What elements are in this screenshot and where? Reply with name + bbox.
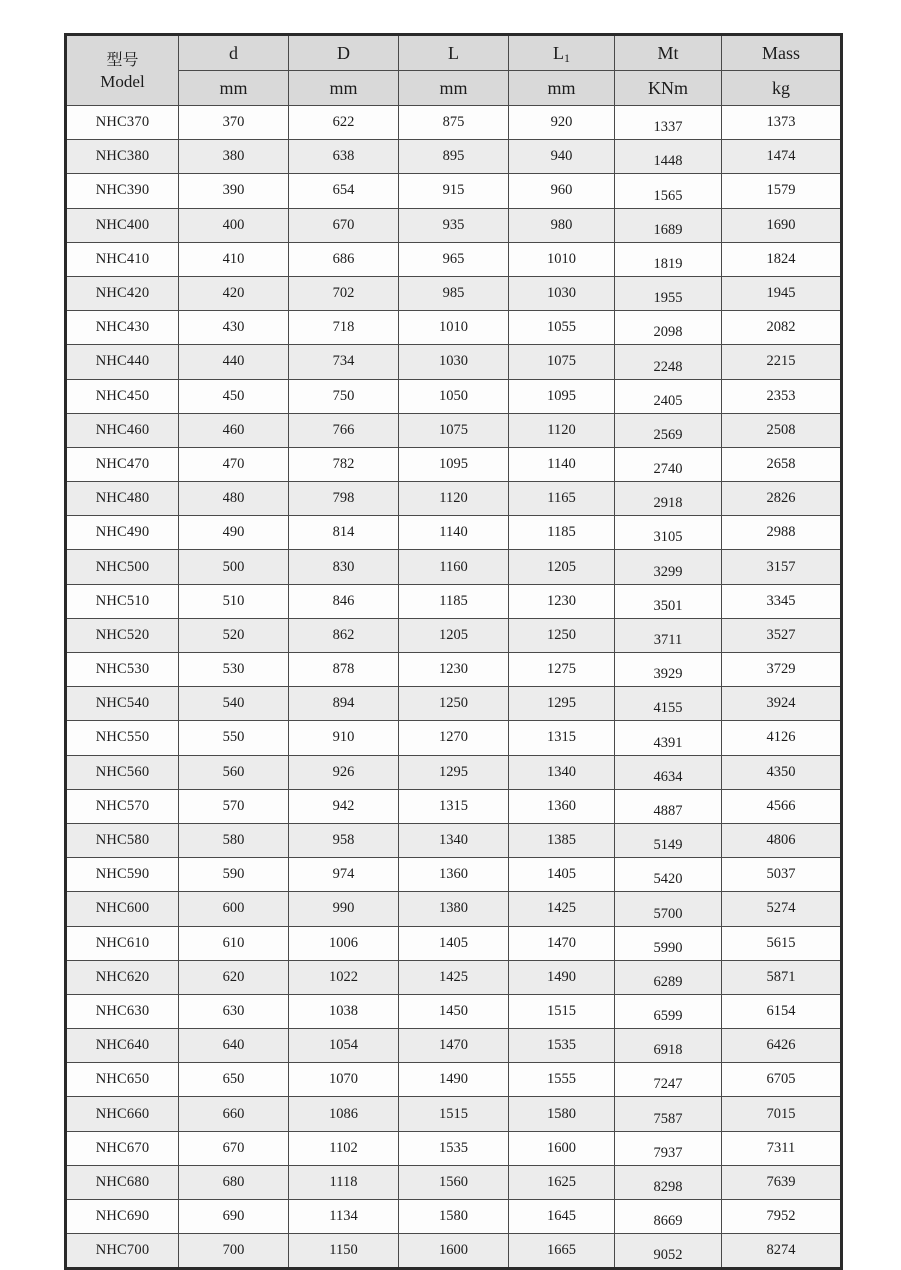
value-cell: 1555 (509, 1063, 615, 1097)
table-row (66, 755, 842, 789)
value-cell: 935 (399, 208, 509, 242)
unit-cell-L: mm (399, 71, 509, 106)
value-cell: 2405 (615, 379, 722, 413)
value-cell: 4155 (615, 687, 722, 721)
model-cell: NHC640 (66, 1029, 179, 1063)
model-cell: NHC690 (66, 1200, 179, 1234)
value-cell: 2658 (722, 447, 842, 481)
value-cell: 700 (179, 1234, 289, 1269)
value-cell: 702 (289, 276, 399, 310)
table-row (66, 106, 842, 140)
value-cell: 920 (509, 106, 615, 140)
value-cell: 1580 (399, 1200, 509, 1234)
value-cell: 1120 (399, 482, 509, 516)
model-cell: NHC470 (66, 447, 179, 481)
model-cell: NHC490 (66, 516, 179, 550)
value-cell: 5700 (615, 892, 722, 926)
value-cell: 1448 (615, 140, 722, 174)
table-row (66, 858, 842, 892)
value-cell: 894 (289, 687, 399, 721)
value-cell: 4350 (722, 755, 842, 789)
value-cell: 7952 (722, 1200, 842, 1234)
value-cell: 380 (179, 140, 289, 174)
header-row-labels (66, 35, 842, 71)
value-cell: 540 (179, 687, 289, 721)
model-cell: NHC370 (66, 106, 179, 140)
model-cell: NHC650 (66, 1063, 179, 1097)
value-cell: 6918 (615, 1029, 722, 1063)
header-model-en: Model (100, 71, 145, 91)
model-cell: NHC440 (66, 345, 179, 379)
value-cell: 1150 (289, 1234, 399, 1269)
spec-table (64, 33, 843, 1270)
value-cell: 7639 (722, 1165, 842, 1199)
value-cell: 1360 (399, 858, 509, 892)
value-cell: 622 (289, 106, 399, 140)
value-cell: 1185 (399, 584, 509, 618)
value-cell: 1579 (722, 174, 842, 208)
model-cell: NHC570 (66, 789, 179, 823)
value-cell: 1250 (399, 687, 509, 721)
table-row (66, 721, 842, 755)
value-cell: 9052 (615, 1234, 722, 1269)
header-cell-d: d (179, 35, 289, 71)
value-cell: 830 (289, 550, 399, 584)
model-cell: NHC610 (66, 926, 179, 960)
table-row (66, 1234, 842, 1269)
value-cell: 960 (509, 174, 615, 208)
unit-cell-L1: mm (509, 71, 615, 106)
value-cell: 2569 (615, 413, 722, 447)
value-cell: 1140 (509, 447, 615, 481)
value-cell: 1535 (399, 1131, 509, 1165)
value-cell: 1030 (509, 276, 615, 310)
value-cell: 630 (179, 994, 289, 1028)
value-cell: 4566 (722, 789, 842, 823)
header-cell-L: L (399, 35, 509, 71)
value-cell: 440 (179, 345, 289, 379)
value-cell: 5037 (722, 858, 842, 892)
model-cell: NHC530 (66, 653, 179, 687)
model-cell: NHC410 (66, 242, 179, 276)
model-cell: NHC680 (66, 1165, 179, 1199)
value-cell: 1645 (509, 1200, 615, 1234)
header-cell-L1: $L_1$ (509, 35, 615, 71)
value-cell: 1360 (509, 789, 615, 823)
value-cell: 4887 (615, 789, 722, 823)
value-cell: 1055 (509, 311, 615, 345)
model-cell: NHC390 (66, 174, 179, 208)
value-cell: 690 (179, 1200, 289, 1234)
value-cell: 2988 (722, 516, 842, 550)
model-cell: NHC670 (66, 1131, 179, 1165)
value-cell: 1140 (399, 516, 509, 550)
value-cell: 470 (179, 447, 289, 481)
table-row (66, 1200, 842, 1234)
value-cell: 4634 (615, 755, 722, 789)
value-cell: 1275 (509, 653, 615, 687)
value-cell: 370 (179, 106, 289, 140)
model-cell: NHC630 (66, 994, 179, 1028)
value-cell: 6599 (615, 994, 722, 1028)
value-cell: 985 (399, 276, 509, 310)
value-cell: 1560 (399, 1165, 509, 1199)
value-cell: 7247 (615, 1063, 722, 1097)
value-cell: 3105 (615, 516, 722, 550)
value-cell: 910 (289, 721, 399, 755)
value-cell: 5420 (615, 858, 722, 892)
value-cell: 520 (179, 618, 289, 652)
value-cell: 1600 (509, 1131, 615, 1165)
value-cell: 4126 (722, 721, 842, 755)
value-cell: 3157 (722, 550, 842, 584)
value-cell: 1134 (289, 1200, 399, 1234)
model-cell: NHC660 (66, 1097, 179, 1131)
value-cell: 798 (289, 482, 399, 516)
value-cell: 846 (289, 584, 399, 618)
model-cell: NHC400 (66, 208, 179, 242)
value-cell: 1205 (399, 618, 509, 652)
table-row (66, 311, 842, 345)
table-row (66, 926, 842, 960)
header-row-units (66, 71, 842, 106)
value-cell: 1010 (509, 242, 615, 276)
value-cell: 5149 (615, 823, 722, 857)
table-row (66, 174, 842, 208)
value-cell: 895 (399, 140, 509, 174)
value-cell: 1160 (399, 550, 509, 584)
value-cell: 3501 (615, 584, 722, 618)
header-cell-Mass: Mass (722, 35, 842, 71)
value-cell: 1095 (509, 379, 615, 413)
value-cell: 1102 (289, 1131, 399, 1165)
value-cell: 1535 (509, 1029, 615, 1063)
value-cell: 2740 (615, 447, 722, 481)
model-cell: NHC380 (66, 140, 179, 174)
value-cell: 610 (179, 926, 289, 960)
value-cell: 6705 (722, 1063, 842, 1097)
value-cell: 1380 (399, 892, 509, 926)
header-cell-model (66, 35, 179, 106)
value-cell: 420 (179, 276, 289, 310)
model-cell: NHC480 (66, 482, 179, 516)
table-row (66, 789, 842, 823)
value-cell: 480 (179, 482, 289, 516)
value-cell: 686 (289, 242, 399, 276)
table-row (66, 1029, 842, 1063)
table-row (66, 550, 842, 584)
value-cell: 1050 (399, 379, 509, 413)
value-cell: 2826 (722, 482, 842, 516)
value-cell: 4806 (722, 823, 842, 857)
value-cell: 650 (179, 1063, 289, 1097)
value-cell: 1373 (722, 106, 842, 140)
value-cell: 862 (289, 618, 399, 652)
value-cell: 1340 (399, 823, 509, 857)
table-row (66, 960, 842, 994)
value-cell: 1230 (399, 653, 509, 687)
value-cell: 1250 (509, 618, 615, 652)
value-cell: 670 (179, 1131, 289, 1165)
value-cell: 974 (289, 858, 399, 892)
value-cell: 600 (179, 892, 289, 926)
value-cell: 2508 (722, 413, 842, 447)
value-cell: 2098 (615, 311, 722, 345)
value-cell: 530 (179, 653, 289, 687)
table-row (66, 823, 842, 857)
value-cell: 1425 (509, 892, 615, 926)
model-cell: NHC420 (66, 276, 179, 310)
table-row (66, 482, 842, 516)
value-cell: 2918 (615, 482, 722, 516)
value-cell: 1075 (509, 345, 615, 379)
value-cell: 734 (289, 345, 399, 379)
value-cell: 590 (179, 858, 289, 892)
value-cell: 5274 (722, 892, 842, 926)
value-cell: 1315 (509, 721, 615, 755)
value-cell: 8669 (615, 1200, 722, 1234)
table-row (66, 892, 842, 926)
value-cell: 958 (289, 823, 399, 857)
value-cell: 670 (289, 208, 399, 242)
value-cell: 8298 (615, 1165, 722, 1199)
value-cell: 1425 (399, 960, 509, 994)
model-cell: NHC580 (66, 823, 179, 857)
value-cell: 718 (289, 311, 399, 345)
value-cell: 640 (179, 1029, 289, 1063)
value-cell: 1515 (509, 994, 615, 1028)
value-cell: 7015 (722, 1097, 842, 1131)
model-cell: NHC560 (66, 755, 179, 789)
model-cell: NHC550 (66, 721, 179, 755)
value-cell: 1165 (509, 482, 615, 516)
value-cell: 940 (509, 140, 615, 174)
value-cell: 1490 (399, 1063, 509, 1097)
value-cell: 5615 (722, 926, 842, 960)
value-cell: 1337 (615, 106, 722, 140)
value-cell: 1010 (399, 311, 509, 345)
value-cell: 3929 (615, 653, 722, 687)
model-cell: NHC600 (66, 892, 179, 926)
value-cell: 400 (179, 208, 289, 242)
value-cell: 1118 (289, 1165, 399, 1199)
value-cell: 1565 (615, 174, 722, 208)
value-cell: 7587 (615, 1097, 722, 1131)
value-cell: 1270 (399, 721, 509, 755)
value-cell: 1086 (289, 1097, 399, 1131)
value-cell: 926 (289, 755, 399, 789)
value-cell: 430 (179, 311, 289, 345)
value-cell: 3345 (722, 584, 842, 618)
value-cell: 1515 (399, 1097, 509, 1131)
unit-cell-D: mm (289, 71, 399, 106)
table-row (66, 653, 842, 687)
value-cell: 3527 (722, 618, 842, 652)
value-cell: 1006 (289, 926, 399, 960)
value-cell: 1945 (722, 276, 842, 310)
value-cell: 990 (289, 892, 399, 926)
value-cell: 3924 (722, 687, 842, 721)
value-cell: 1665 (509, 1234, 615, 1269)
value-cell: 1205 (509, 550, 615, 584)
value-cell: 1022 (289, 960, 399, 994)
value-cell: 2215 (722, 345, 842, 379)
value-cell: 500 (179, 550, 289, 584)
value-cell: 3729 (722, 653, 842, 687)
table-row (66, 413, 842, 447)
table-row (66, 379, 842, 413)
value-cell: 1470 (399, 1029, 509, 1063)
table-row (66, 618, 842, 652)
value-cell: 570 (179, 789, 289, 823)
value-cell: 942 (289, 789, 399, 823)
value-cell: 965 (399, 242, 509, 276)
table-header (66, 35, 842, 106)
header-model-cn: 型号 (106, 51, 139, 69)
value-cell: 8274 (722, 1234, 842, 1269)
value-cell: 680 (179, 1165, 289, 1199)
model-cell: NHC460 (66, 413, 179, 447)
model-cell: NHC700 (66, 1234, 179, 1269)
table-row (66, 1097, 842, 1131)
header-cell-D: D (289, 35, 399, 71)
model-cell: NHC590 (66, 858, 179, 892)
table-row (66, 242, 842, 276)
table-row (66, 1165, 842, 1199)
model-cell: NHC540 (66, 687, 179, 721)
value-cell: 1474 (722, 140, 842, 174)
value-cell: 638 (289, 140, 399, 174)
unit-cell-d: mm (179, 71, 289, 106)
table-row (66, 345, 842, 379)
value-cell: 6154 (722, 994, 842, 1028)
value-cell: 814 (289, 516, 399, 550)
value-cell: 4391 (615, 721, 722, 755)
value-cell: 7311 (722, 1131, 842, 1165)
table-row (66, 276, 842, 310)
table-row (66, 1063, 842, 1097)
table-row (66, 687, 842, 721)
model-cell: NHC500 (66, 550, 179, 584)
value-cell: 620 (179, 960, 289, 994)
value-cell: 1490 (509, 960, 615, 994)
value-cell: 915 (399, 174, 509, 208)
value-cell: 1385 (509, 823, 615, 857)
value-cell: 875 (399, 106, 509, 140)
value-cell: 3711 (615, 618, 722, 652)
value-cell: 1955 (615, 276, 722, 310)
value-cell: 878 (289, 653, 399, 687)
value-cell: 490 (179, 516, 289, 550)
value-cell: 1095 (399, 447, 509, 481)
value-cell: 390 (179, 174, 289, 208)
table-row (66, 208, 842, 242)
value-cell: 1405 (509, 858, 615, 892)
value-cell: 1315 (399, 789, 509, 823)
value-cell: 782 (289, 447, 399, 481)
value-cell: 410 (179, 242, 289, 276)
value-cell: 1295 (509, 687, 615, 721)
value-cell: 550 (179, 721, 289, 755)
value-cell: 750 (289, 379, 399, 413)
value-cell: 2248 (615, 345, 722, 379)
value-cell: 5871 (722, 960, 842, 994)
table-row (66, 140, 842, 174)
value-cell: 6426 (722, 1029, 842, 1063)
value-cell: 560 (179, 755, 289, 789)
value-cell: 460 (179, 413, 289, 447)
value-cell: 1070 (289, 1063, 399, 1097)
unit-cell-Mt: KNm (615, 71, 722, 106)
value-cell: 580 (179, 823, 289, 857)
value-cell: 1340 (509, 755, 615, 789)
value-cell: 660 (179, 1097, 289, 1131)
table-row (66, 447, 842, 481)
value-cell: 654 (289, 174, 399, 208)
value-cell: 766 (289, 413, 399, 447)
value-cell: 1185 (509, 516, 615, 550)
model-cell: NHC620 (66, 960, 179, 994)
value-cell: 5990 (615, 926, 722, 960)
value-cell: 1230 (509, 584, 615, 618)
value-cell: 1120 (509, 413, 615, 447)
value-cell: 1405 (399, 926, 509, 960)
value-cell: 1819 (615, 242, 722, 276)
model-cell: NHC430 (66, 311, 179, 345)
value-cell: 450 (179, 379, 289, 413)
value-cell: 1075 (399, 413, 509, 447)
value-cell: 1600 (399, 1234, 509, 1269)
value-cell: 1054 (289, 1029, 399, 1063)
value-cell: 980 (509, 208, 615, 242)
model-cell: NHC520 (66, 618, 179, 652)
value-cell: 1450 (399, 994, 509, 1028)
value-cell: 3299 (615, 550, 722, 584)
value-cell: 1470 (509, 926, 615, 960)
value-cell: 1625 (509, 1165, 615, 1199)
value-cell: 1689 (615, 208, 722, 242)
table-row (66, 516, 842, 550)
value-cell: 7937 (615, 1131, 722, 1165)
value-cell: 1690 (722, 208, 842, 242)
table-row (66, 1131, 842, 1165)
unit-cell-Mass: kg (722, 71, 842, 106)
header-cell-Mt: Mt (615, 35, 722, 71)
model-cell: NHC450 (66, 379, 179, 413)
value-cell: 1030 (399, 345, 509, 379)
table-row (66, 994, 842, 1028)
value-cell: 1295 (399, 755, 509, 789)
table-row (66, 584, 842, 618)
value-cell: 2082 (722, 311, 842, 345)
value-cell: 1038 (289, 994, 399, 1028)
value-cell: 2353 (722, 379, 842, 413)
value-cell: 1824 (722, 242, 842, 276)
model-cell: NHC510 (66, 584, 179, 618)
table-body (66, 106, 842, 1269)
value-cell: 510 (179, 584, 289, 618)
value-cell: 6289 (615, 960, 722, 994)
value-cell: 1580 (509, 1097, 615, 1131)
